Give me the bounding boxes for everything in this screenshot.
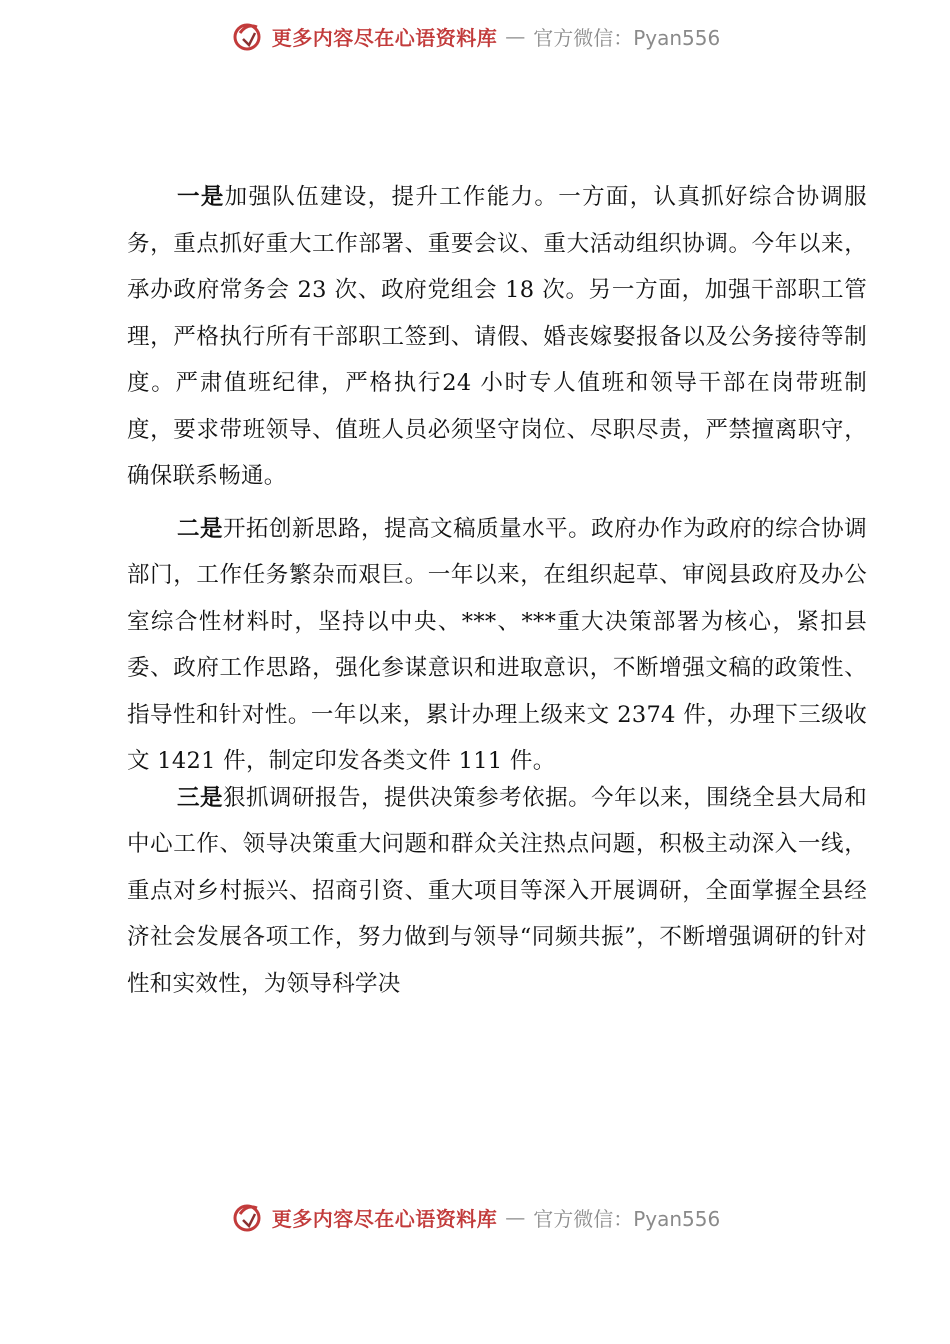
banner-wechat: 官方微信：Pyan556	[533, 25, 721, 50]
paragraph-2	[127, 506, 867, 785]
document-body	[127, 174, 867, 1007]
logo-icon	[230, 19, 264, 53]
logo-icon	[230, 1200, 264, 1234]
banner-title: 更多内容尽在心语资料库	[271, 25, 498, 50]
paragraph-3-body: 狠抓调研报告，提供决策参考依据。今年以来，围绕全县大局和中心工作、领导决策重大问题和群众关注热点问题，积极主动深入一线，重点对乡村振兴、招商引资、重大项目等深入开展调研，全面掌握全县经济社会发展各项工作，努力做到与领导“同频共振”，不断增强调研的针对性和实效性，为领导科学决	[127, 784, 867, 997]
paragraph-1	[127, 174, 867, 500]
paragraph-1-lead: 一是	[177, 184, 225, 210]
banner-wechat: 官方微信：Pyan556	[533, 1206, 721, 1231]
footer-watermark-banner	[0, 1197, 950, 1237]
banner-title: 更多内容尽在心语资料库	[271, 1206, 498, 1231]
paragraph-2-lead: 二是	[177, 515, 224, 542]
banner-separator: —	[505, 24, 526, 48]
paragraph-1-body: 加强队伍建设，提升工作能力。一方面，认真抓好综合协调服务，重点抓好重大工作部署、重要会议、重大活动组织协调。今年以来，承办政府常务会 23 次、政府党组会 18 次。另一方面，加强干部职工管理，严格执行所有干部职工签到、请假、婚丧嫁娶报备以及公务接待等制度。严肃值班纪律，严格执行24 小时专人值班和领导干部在岗带班制度，要求带班领导、值班人员必须坚守岗位、尽职尽责，严禁擅离职守，确保联系畅通。	[127, 184, 867, 489]
paragraph-3-lead: 三是	[177, 784, 224, 811]
paragraph-2-body: 开拓创新思路，提高文稿质量水平。政府办作为政府的综合协调部门，工作任务繁杂而艰巨。一年以来，在组织起草、审阅县政府及办公室综合性材料时，坚持以中央、***、***重大决策部署为核心，紧扣县委、政府工作思路，强化参谋意识和进取意识，不断增强文稿的政策性、指导性和针对性。一年以来，累计办理上级来文 2374 件，办理下三级收文 1421 件，制定印发各类文件 111 件。	[127, 515, 867, 774]
banner-separator: —	[505, 1205, 526, 1229]
paragraph-3	[127, 775, 867, 1008]
header-watermark-banner	[0, 16, 950, 56]
